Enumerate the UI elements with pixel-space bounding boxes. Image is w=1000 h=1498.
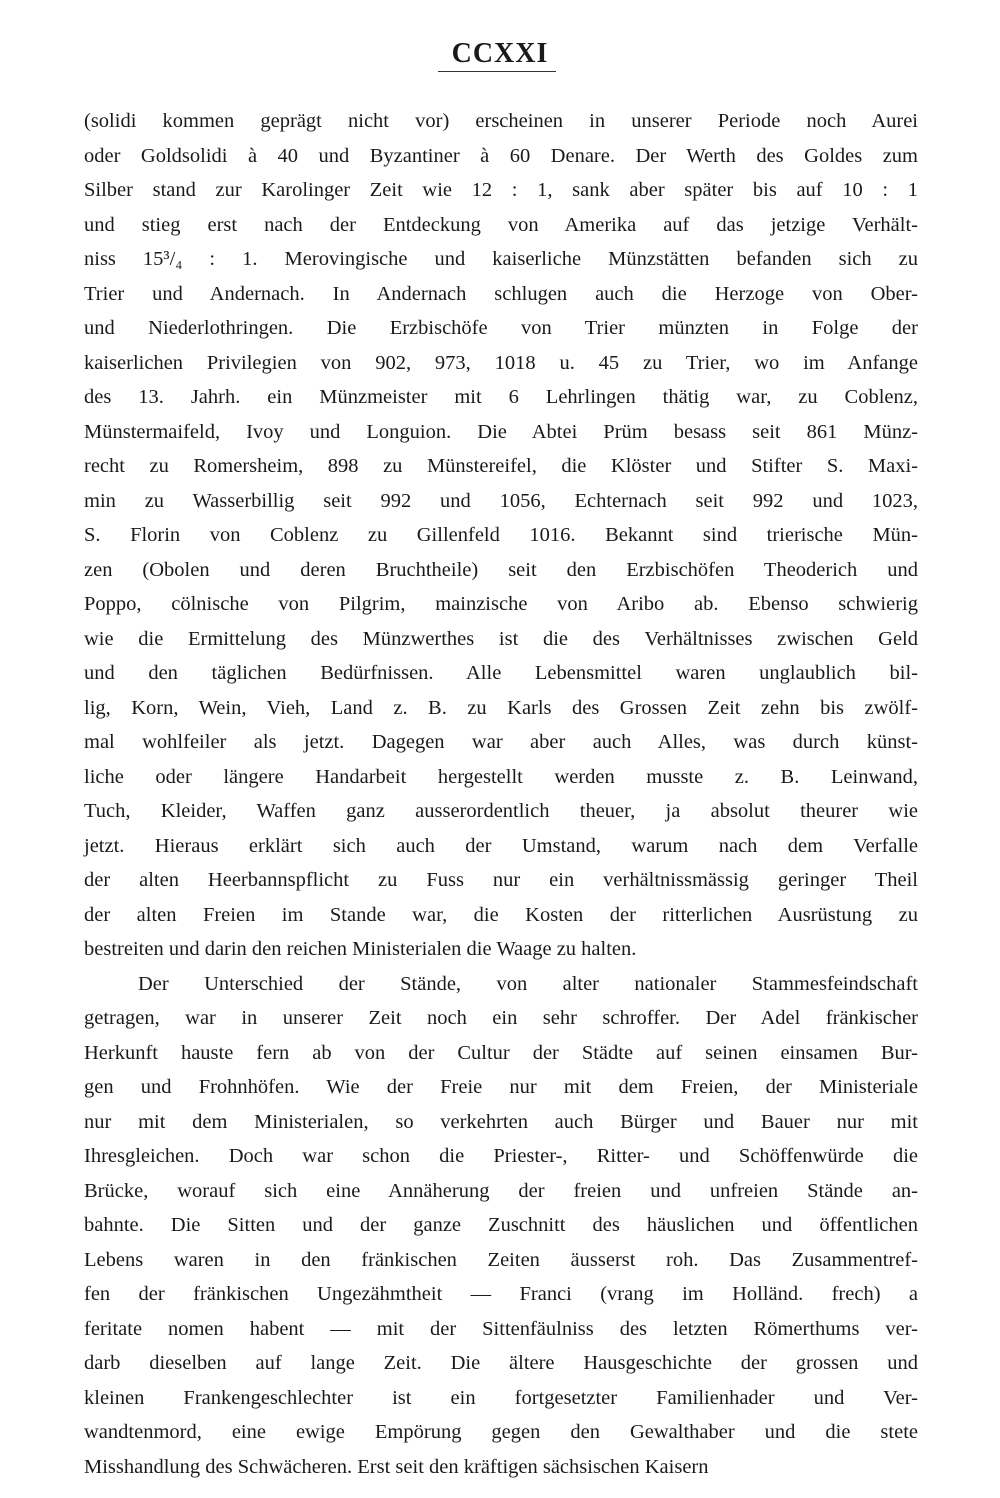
text-line: S. Florin von Coblenz zu Gillenfeld 1016. Bekannt sind trierische Mün-	[84, 524, 918, 546]
text-line: getragen, war in unserer Zeit noch ein sehr schroffer. Der Adel fränkischer	[84, 1007, 918, 1029]
text-line: und Niederlothringen. Die Erzbischöfe von Trier münzten in Folge der	[84, 317, 918, 339]
text-line: Der Unterschied der Stände, von alter nationaler Stammesfeindschaft	[138, 972, 918, 995]
text-line: min zu Wasserbillig seit 992 und 1056, Echternach seit 992 und 1023,	[84, 489, 918, 512]
text-line: und den täglichen Bedürfnissen. Alle Lebensmittel waren unglaublich bil-	[84, 662, 918, 684]
text-line: Misshandlung des Schwächeren. Erst seit den kräftigen sächsischen Kaisern	[84, 1455, 709, 1478]
text-line: (solidi kommen geprägt nicht vor) erscheinen in unserer Periode noch Aurei	[84, 110, 918, 132]
text-line: wie die Ermittelung des Münzwerthes ist die des Verhältnisses zwischen Geld	[84, 627, 918, 650]
paragraph	[84, 104, 918, 967]
page-number: CCXXI	[451, 38, 549, 69]
text-line: bestreiten und darin den reichen Ministerialen die Waage zu halten.	[84, 938, 637, 960]
text-line: Trier und Andernach. In Andernach schlugen auch die Herzoge von Ober-	[84, 282, 918, 305]
text-line: der alten Heerbannspflicht zu Fuss nur ein verhältnissmässig geringer Theil	[84, 869, 918, 891]
text-line: nur mit dem Ministerialen, so verkehrten auch Bürger und Bauer nur mit	[84, 1110, 918, 1133]
text-line: recht zu Romersheim, 898 zu Münstereifel, die Klöster und Stifter S. Maxi-	[84, 455, 918, 477]
text-line: jetzt. Hieraus erklärt sich auch der Umstand, warum nach dem Verfalle	[84, 834, 918, 857]
text-line: und stieg erst nach der Entdeckung von Amerika auf das jetzige Verhält-	[84, 213, 918, 236]
text-line: oder Goldsolidi à 40 und Byzantiner à 60 Denare. Der Werth des Goldes zum	[84, 144, 918, 167]
text-line: Lebens waren in den fränkischen Zeiten äusserst roh. Das Zusammentref-	[84, 1248, 918, 1271]
text-line: niss 15³/₄ : 1. Merovingische und kaiserliche Münzstätten befanden sich zu	[84, 248, 918, 270]
text-line: bahnte. Die Sitten und der ganze Zuschnitt des häuslichen und öffentlichen	[84, 1214, 918, 1236]
text-line: Tuch, Kleider, Waffen ganz ausserordentlich theuer, ja absolut theurer wie	[84, 800, 918, 822]
text-line: zen (Obolen und deren Bruchtheile) seit den Erzbischöfen Theoderich und	[84, 558, 918, 581]
text-line: kleinen Frankengeschlechter ist ein fortgesetzter Familienhader und Ver-	[84, 1386, 918, 1409]
text-line: gen und Frohnhöfen. Wie der Freie nur mit dem Freien, der Ministeriale	[84, 1076, 918, 1098]
text-line: wandtenmord, eine ewige Empörung gegen den Gewalthaber und die stete	[84, 1421, 918, 1443]
text-line: der alten Freien im Stande war, die Kosten der ritterlichen Ausrüstung zu	[84, 903, 918, 926]
text-line: Silber stand zur Karolinger Zeit wie 12 : 1, sank aber später bis auf 10 : 1	[84, 179, 918, 201]
text-line: lig, Korn, Wein, Vieh, Land z. B. zu Karls des Grossen Zeit zehn bis zwölf-	[84, 696, 918, 719]
text-line: darb dieselben auf lange Zeit. Die ältere Hausgeschichte der grossen und	[84, 1352, 918, 1374]
header-rule	[438, 71, 556, 72]
text-line: Herkunft hauste fern ab von der Cultur der Städte auf seinen einsamen Bur-	[84, 1041, 918, 1064]
text-line: fen der fränkischen Ungezähmtheit — Franci (vrang im Holländ. frech) a	[84, 1283, 918, 1305]
text-line: Ihresgleichen. Doch war schon die Priester-, Ritter- und Schöffenwürde die	[84, 1145, 918, 1167]
text-line: Münstermaifeld, Ivoy und Longuion. Die Abtei Prüm besass seit 861 Münz-	[84, 420, 918, 443]
text-line: feritate nomen habent — mit der Sittenfäulniss des letzten Römerthums ver-	[84, 1317, 918, 1340]
text-line: Brücke, worauf sich eine Annäherung der freien und unfreien Stände an-	[84, 1179, 918, 1202]
paragraph	[84, 967, 918, 1485]
text-line: liche oder längere Handarbeit hergestellt werden musste z. B. Leinwand,	[84, 765, 918, 788]
text-line: des 13. Jahrh. ein Münzmeister mit 6 Lehrlingen thätig war, zu Coblenz,	[84, 386, 918, 408]
text-line: Poppo, cölnische von Pilgrim, mainzische von Aribo ab. Ebenso schwierig	[84, 593, 918, 615]
text-line: mal wohlfeiler als jetzt. Dagegen war aber auch Alles, was durch künst-	[84, 731, 918, 753]
text-line: kaiserlichen Privilegien von 902, 973, 1018 u. 45 zu Trier, wo im Anfange	[84, 351, 918, 374]
body-text	[84, 104, 918, 1484]
